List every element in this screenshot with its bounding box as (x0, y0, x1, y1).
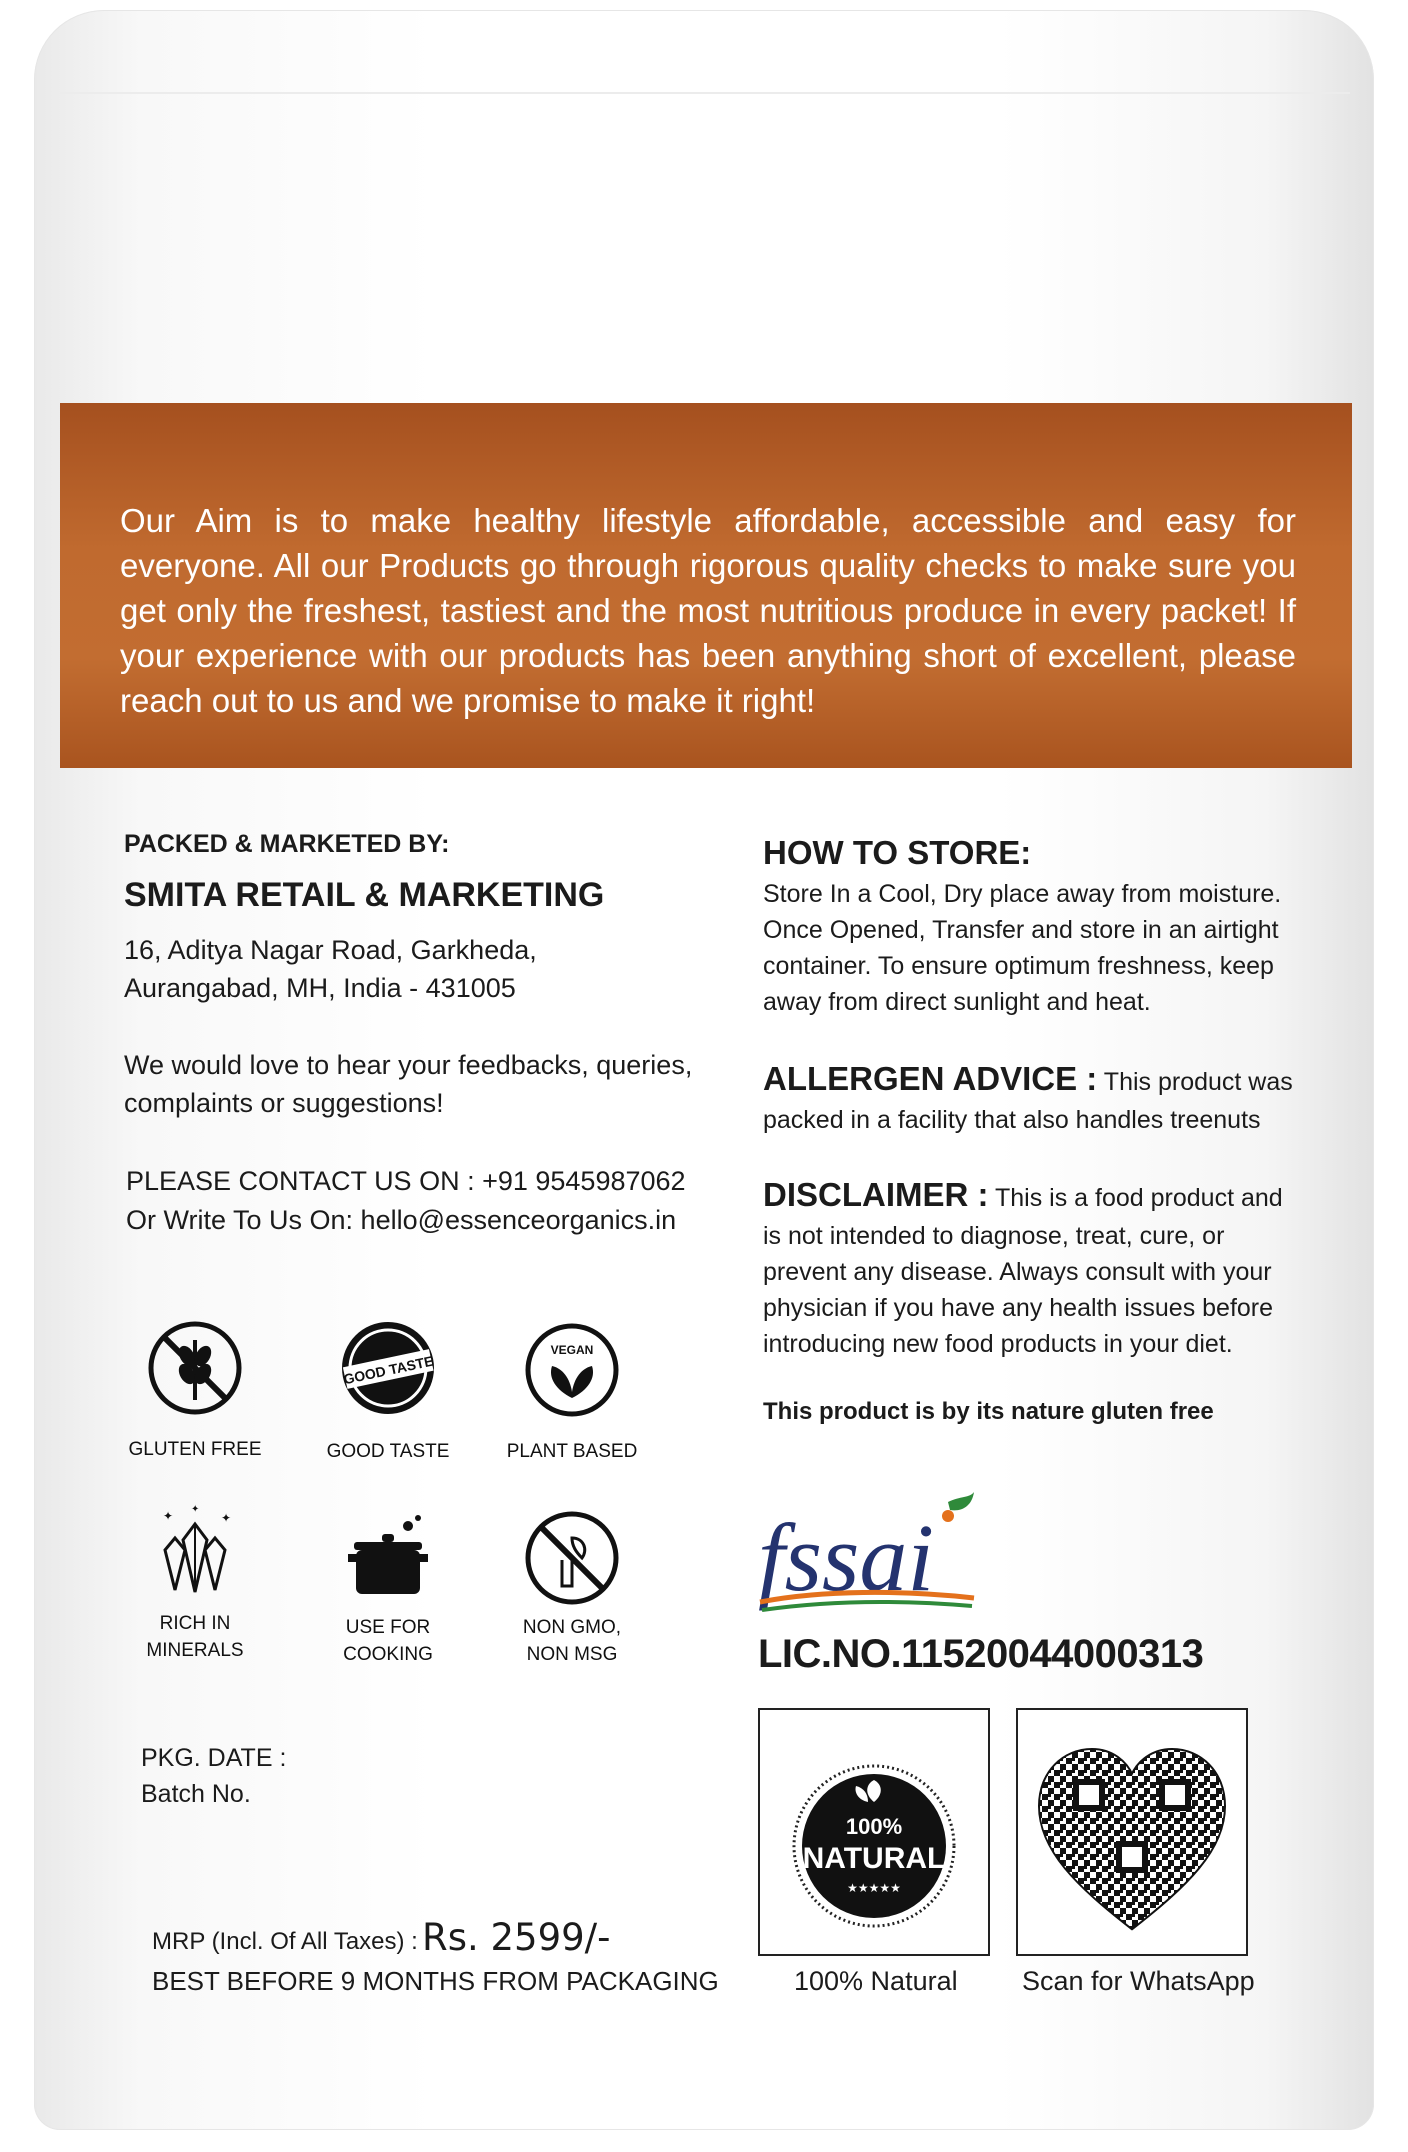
allergen-line-2: packed in a facility that also handles treenuts (763, 1106, 1261, 1134)
feature-label-non-gmo (477, 1614, 667, 1668)
mission-text: Our Aim is to make healthy lifestyle affordable, accessible and easy for everyone. All our Products go through rigorous quality checks to make sure you get only the freshest, tastiest and the most nutritious produce in every packet! If your experience with our products has been anything short of excellent, please reach out to us and we promise to make it right! (120, 502, 1296, 719)
natural-seal-icon (760, 1710, 988, 1954)
feedback-line-1: We would love to hear your feedbacks, queries, (124, 1050, 693, 1080)
feature-label-minerals (100, 1610, 290, 1664)
gluten-free-icon (145, 1318, 245, 1418)
disclaimer-line-2: is not intended to diagnose, treat, cure, or (763, 1222, 1225, 1250)
natural-badge-box (758, 1708, 990, 1956)
disclaimer-text-1: This is a food product and (995, 1184, 1283, 1212)
feature-label-gluten-free: GLUTEN FREE (128, 1439, 262, 1460)
storage-line-3: container. To ensure optimum freshness, keep (763, 952, 1274, 980)
storage-line-4: away from direct sunlight and heat. (763, 988, 1151, 1016)
good-taste-icon (338, 1318, 438, 1418)
whatsapp-qr-heart-icon (1018, 1710, 1246, 1954)
good-taste-badge-text: GOOD TASTE (341, 1352, 435, 1388)
fssai-logo (752, 1490, 982, 1620)
best-before: BEST BEFORE 9 MONTHS FROM PACKAGING (152, 1966, 719, 1996)
allergen-line-1 (763, 1060, 1293, 1098)
svg-text:✦: ✦ (221, 1511, 232, 1525)
natural-stars: ★★★★★ (847, 1881, 901, 1895)
mrp-label: MRP (Incl. Of All Taxes) : (152, 1928, 418, 1955)
non-gmo-icon (522, 1508, 622, 1608)
allergen-text-1: This product was (1103, 1068, 1293, 1096)
crystals-icon (145, 1500, 245, 1600)
feedback-line-2: complaints or suggestions! (124, 1088, 444, 1118)
storage-heading: HOW TO STORE: (763, 834, 1032, 871)
packer-company: SMITA RETAIL & MARKETING (124, 876, 605, 914)
storage-line-2: Once Opened, Transfer and store in an airtight (763, 916, 1279, 944)
feature-label-plant-based: PLANT BASED (506, 1441, 638, 1462)
pkg-date-label: PKG. DATE : (141, 1744, 287, 1772)
contact-email: Or Write To Us On: hello@essenceorganics.in (126, 1205, 677, 1235)
zip-seal-line (60, 92, 1350, 94)
address-line-2: Aurangabad, MH, India - 431005 (124, 973, 516, 1003)
address-line-1: 16, Aditya Nagar Road, Garkheda, (124, 935, 537, 965)
feature-label-good-taste: GOOD TASTE (326, 1441, 450, 1462)
natural-caption: 100% Natural (794, 1966, 958, 1996)
disclaimer-heading: DISCLAIMER : (763, 1176, 989, 1213)
batch-label: Batch No. (141, 1780, 251, 1808)
feature-label-cooking-1: USE FOR (345, 1617, 431, 1638)
disclaimer-line-3: prevent any disease. Always consult with your (763, 1258, 1272, 1286)
vegan-icon (522, 1320, 622, 1420)
gluten-free-note: This product is by its nature gluten free (763, 1398, 1214, 1425)
svg-text:✦: ✦ (163, 1509, 174, 1523)
feature-label-cooking-2: COOKING (343, 1644, 433, 1665)
whatsapp-badge-box[interactable] (1016, 1708, 1248, 1956)
disclaimer-line-5: introducing new food products in your diet. (763, 1330, 1233, 1358)
storage-line-1: Store In a Cool, Dry place away from moisture. (763, 880, 1282, 908)
packer-heading: PACKED & MARKETED BY: (124, 830, 450, 858)
feature-label-minerals-2: MINERALS (146, 1640, 244, 1661)
mrp-value: Rs. 2599/- (422, 1916, 611, 1959)
contact-phone: PLEASE CONTACT US ON : +91 9545987062 (126, 1166, 686, 1196)
cooking-pot-icon (338, 1510, 438, 1610)
natural-main-text: NATURAL (802, 1842, 946, 1875)
feature-label-minerals-1: RICH IN (159, 1613, 231, 1634)
allergen-heading: ALLERGEN ADVICE : (763, 1060, 1098, 1097)
vegan-badge-text: VEGAN (550, 1343, 594, 1357)
svg-text:✦: ✦ (191, 1504, 200, 1515)
feature-label-non-gmo-1: NON GMO, (522, 1617, 622, 1638)
feature-label-non-gmo-2: NON MSG (526, 1644, 618, 1665)
disclaimer-line-4: physician if you have any health issues before (763, 1294, 1274, 1322)
fssai-logo-text: fssai (758, 1504, 935, 1611)
feature-label-cooking (293, 1614, 483, 1668)
disclaimer-line-1 (763, 1176, 1283, 1214)
whatsapp-caption: Scan for WhatsApp (1022, 1966, 1255, 1996)
natural-top-text: 100% (845, 1814, 903, 1839)
fssai-license: LIC.NO.11520044000313 (758, 1632, 1204, 1676)
